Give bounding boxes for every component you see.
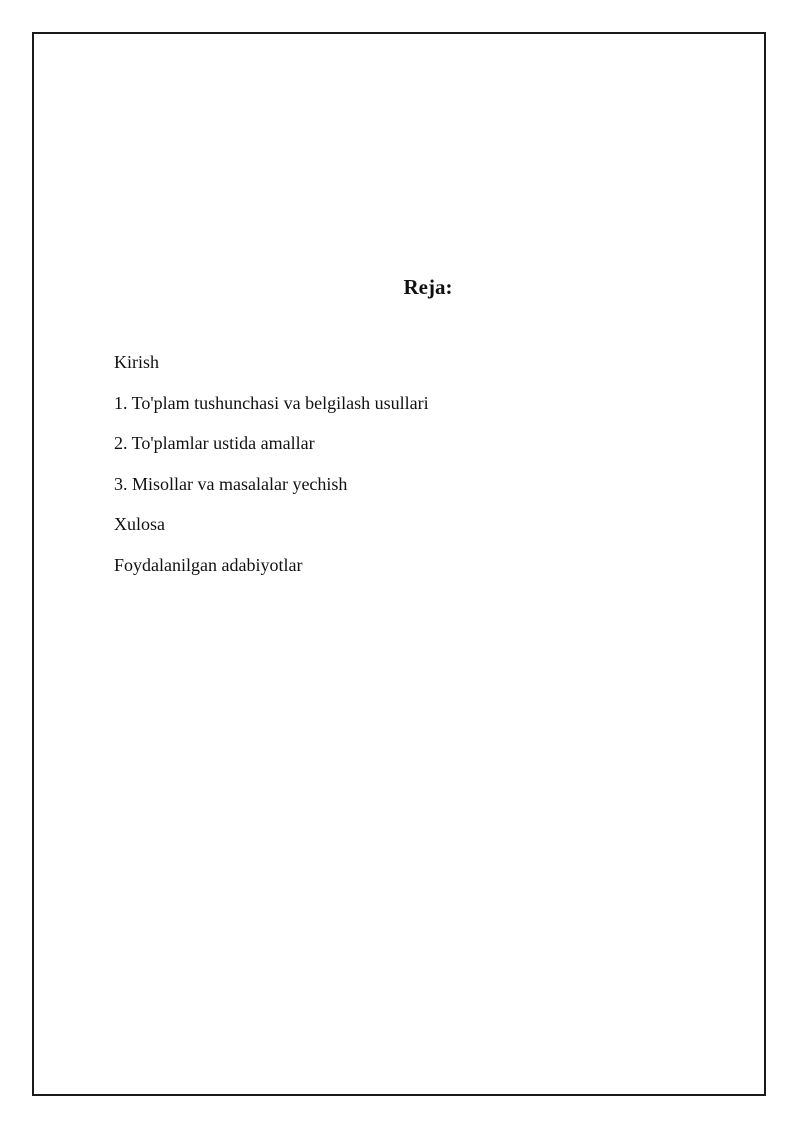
plan-item-conclusion: Xulosa — [114, 514, 165, 535]
plan-item-2: 2. To'plamlar ustida amallar — [114, 433, 315, 454]
plan-item-3: 3. Misollar va masalalar yechish — [114, 473, 348, 494]
page-title: Reja: — [403, 275, 453, 299]
plan-list — [114, 349, 429, 593]
plan-item-1: 1. To'plam tushunchasi va belgilash usullari — [114, 392, 429, 413]
plan-item-introduction: Kirish — [114, 352, 159, 372]
plan-item-references: Foydalanilgan adabiyotlar — [114, 554, 303, 575]
